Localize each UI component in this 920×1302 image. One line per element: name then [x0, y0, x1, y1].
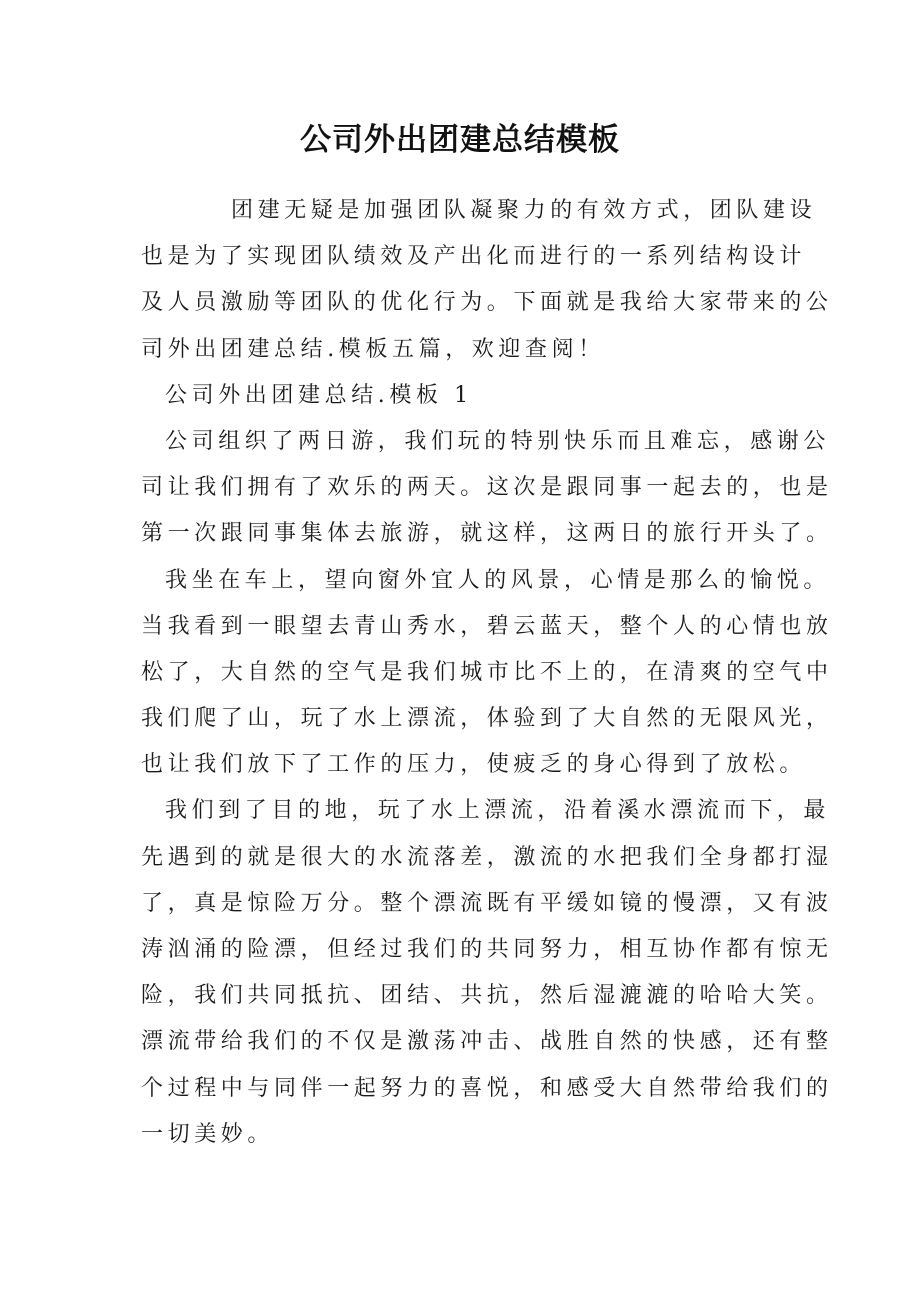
- text-line: 也是为了实现团队绩效及产出化而进行的一系列结构设计: [141, 244, 807, 270]
- text-line: 当我看到一眼望去青山秀水，碧云蓝天，整个人的心情也放: [141, 613, 833, 639]
- text-line: 我坐在车上，望向窗外宜人的风景，心情是那么的愉悦。: [165, 567, 831, 593]
- text-line: 了，真是惊险万分。整个漂流既有平缓如镜的慢漂，又有波: [141, 890, 833, 916]
- text-line: 涛汹涌的险漂，但经过我们的共同努力，相互协作都有惊无: [141, 937, 833, 962]
- body-paragraph: [141, 788, 833, 1158]
- text-line: 我们到了目的地，玩了水上漂流，沿着溪水漂流而下，最: [165, 798, 831, 824]
- intro-paragraph: [141, 188, 833, 373]
- body-paragraph: [141, 558, 833, 789]
- section-heading: [141, 373, 801, 419]
- text-line: 松了，大自然的空气是我们城市比不上的，在清爽的空气中: [141, 659, 833, 685]
- text-line: 司让我们拥有了欢乐的两天。这次是跟同事一起去的，也是: [141, 475, 833, 501]
- text-line: 公司组织了两日游，我们玩的特别快乐而且难忘，感谢公: [165, 428, 831, 454]
- text-line: 个过程中与同伴一起努力的喜悦，和感受大自然带给我们的: [141, 1075, 833, 1101]
- text-line: 团建无疑是加强团队凝聚力的有效方式，团队建设: [231, 198, 817, 223]
- text-line: 险，我们共同抵抗、团结、共抗，然后湿漉漉的哈哈大笑。: [141, 983, 833, 1009]
- body-paragraph: [141, 419, 833, 558]
- text-line: 及人员激励等团队的优化行为。下面就是我给大家带来的公: [141, 290, 833, 316]
- text-line: 一切美妙。: [141, 1121, 275, 1147]
- text-line: 司外出团建总结.模板五篇，欢迎查阅！: [141, 336, 605, 362]
- section-heading-text: 公司外出团建总结.模板 1: [165, 382, 473, 408]
- text-line: 也让我们放下了工作的压力，使疲乏的身心得到了放松。: [141, 752, 807, 778]
- document-title: 公司外出团建总结模板: [300, 122, 620, 158]
- text-line: 漂流带给我们的不仅是激荡冲击、战胜自然的快感，还有整: [141, 1029, 833, 1055]
- text-line: 先遇到的就是很大的水流落差，激流的水把我们全身都打湿: [141, 844, 833, 870]
- text-line: 我们爬了山，玩了水上漂流，体验到了大自然的无限风光，: [141, 706, 833, 732]
- document-body: [141, 188, 833, 1158]
- text-line: 第一次跟同事集体去旅游，就这样，这两日的旅行开头了。: [141, 521, 833, 547]
